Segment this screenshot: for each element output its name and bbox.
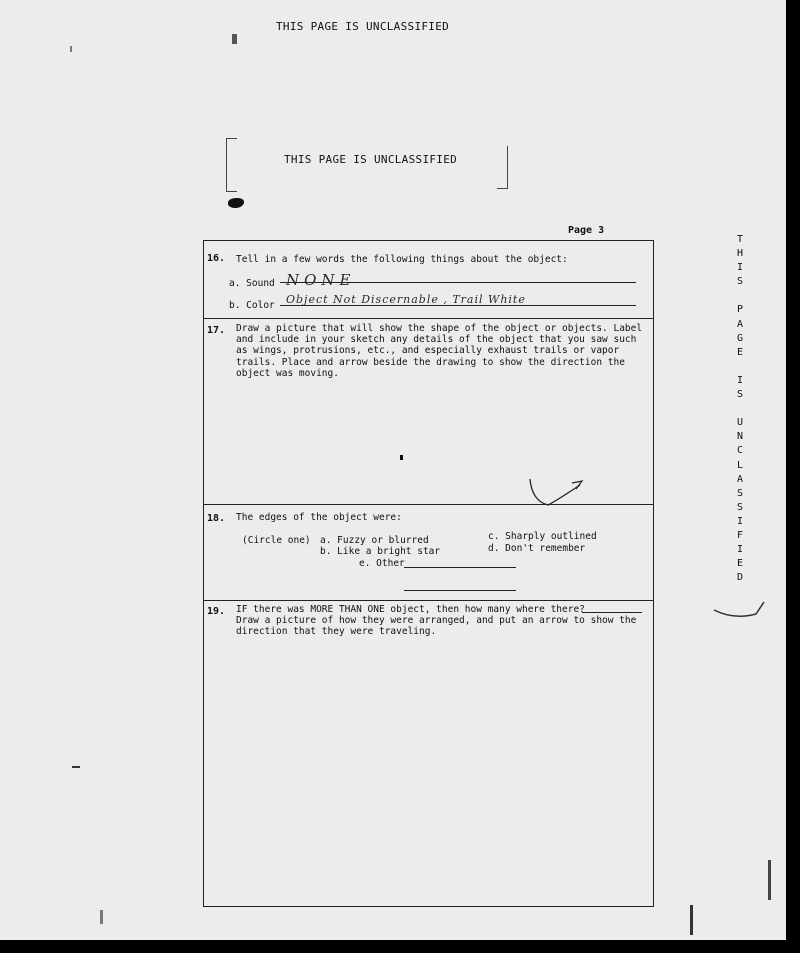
circle-one-label: (Circle one) [242,535,311,546]
side-classification-banner [733,233,747,585]
other-underline-2 [404,590,516,591]
classification-stamp [226,138,508,190]
color-label: b. Color [229,300,275,311]
scan-speck [768,860,771,900]
sound-label: a. Sound [229,278,275,289]
side-letter [733,289,747,303]
question-18-prompt: The edges of the object were: [236,512,402,523]
option-c[interactable]: c. Sharply outlined [488,531,597,542]
top-classification-banner: THIS PAGE IS UNCLASSIFIED [276,20,450,33]
side-letter [733,360,747,374]
question-17-line-5: object was moving. [236,368,339,379]
question-17-line-3: as wings, protrusions, etc., and especially exhaust trails or vapor [236,345,620,356]
divider-17-18 [204,504,653,505]
scan-speck [690,905,693,935]
side-letter: S [736,276,744,288]
ink-blot [228,198,244,208]
option-d[interactable]: d. Don't remember [488,543,586,554]
scan-speck [232,34,237,44]
question-19-line-2: Draw a picture of how they were arranged, and put an arrow to show the [236,615,637,626]
color-underline [280,305,636,306]
question-19-number: 19. [207,606,226,617]
side-letter: I [736,515,744,527]
sound-value[interactable]: NONE [286,271,356,289]
side-letter: D [736,572,744,584]
side-letter: S [736,501,744,513]
page-number: Page 3 [568,225,605,236]
count-underline [582,612,642,613]
option-b[interactable]: b. Like a bright star [320,546,441,557]
option-a[interactable]: a. Fuzzy or blurred [320,535,429,546]
side-letter: P [736,304,744,316]
side-letter: U [736,417,744,429]
scan-speck [100,910,103,924]
side-letter: S [736,487,744,499]
side-letter: A [736,318,744,330]
question-19-line-1: IF there was MORE THAN ONE object, then how many where there? [236,604,585,615]
side-letter: C [736,445,744,457]
side-letter: E [736,558,744,570]
scan-speck [70,46,72,52]
color-value[interactable]: Object Not Discernable , Trail White [286,293,526,306]
other-underline [404,567,516,568]
side-letter: N [736,431,744,443]
scan-speck [400,455,403,460]
side-letter: L [736,459,744,471]
question-16-number: 16. [207,253,226,264]
question-18-number: 18. [207,513,226,524]
side-letter: S [736,389,744,401]
stamp-banner-text: THIS PAGE IS UNCLASSIFIED [284,153,458,166]
question-17-number: 17. [207,325,226,336]
side-bracket-mark [712,598,772,622]
option-e[interactable]: e. Other [359,558,405,569]
scan-speck [72,766,80,768]
divider-16-17 [204,318,653,319]
question-16-prompt: Tell in a few words the following things about the object: [236,254,568,265]
side-letter: F [736,529,744,541]
side-letter: H [736,248,744,260]
divider-18-19 [204,600,653,601]
sound-underline [280,282,636,283]
object-sketch-drawing [522,471,592,511]
question-19-line-3: direction that they were traveling. [236,626,437,637]
question-17-line-2: and include in your sketch any details of the object that you saw such [236,334,637,345]
side-letter: I [736,374,744,386]
question-17-line-4: trails. Place and arrow beside the drawing to show the direction the [236,357,625,368]
questionnaire-form [203,240,654,907]
side-letter: I [736,544,744,556]
side-letter: T [736,234,744,245]
side-letter: G [736,332,744,344]
side-letter: I [736,262,744,274]
question-17-line-1: Draw a picture that will show the shape of the object or objects. Label [236,323,643,334]
side-letter: E [736,346,744,358]
side-letter: A [736,473,744,485]
side-letter [733,402,747,416]
